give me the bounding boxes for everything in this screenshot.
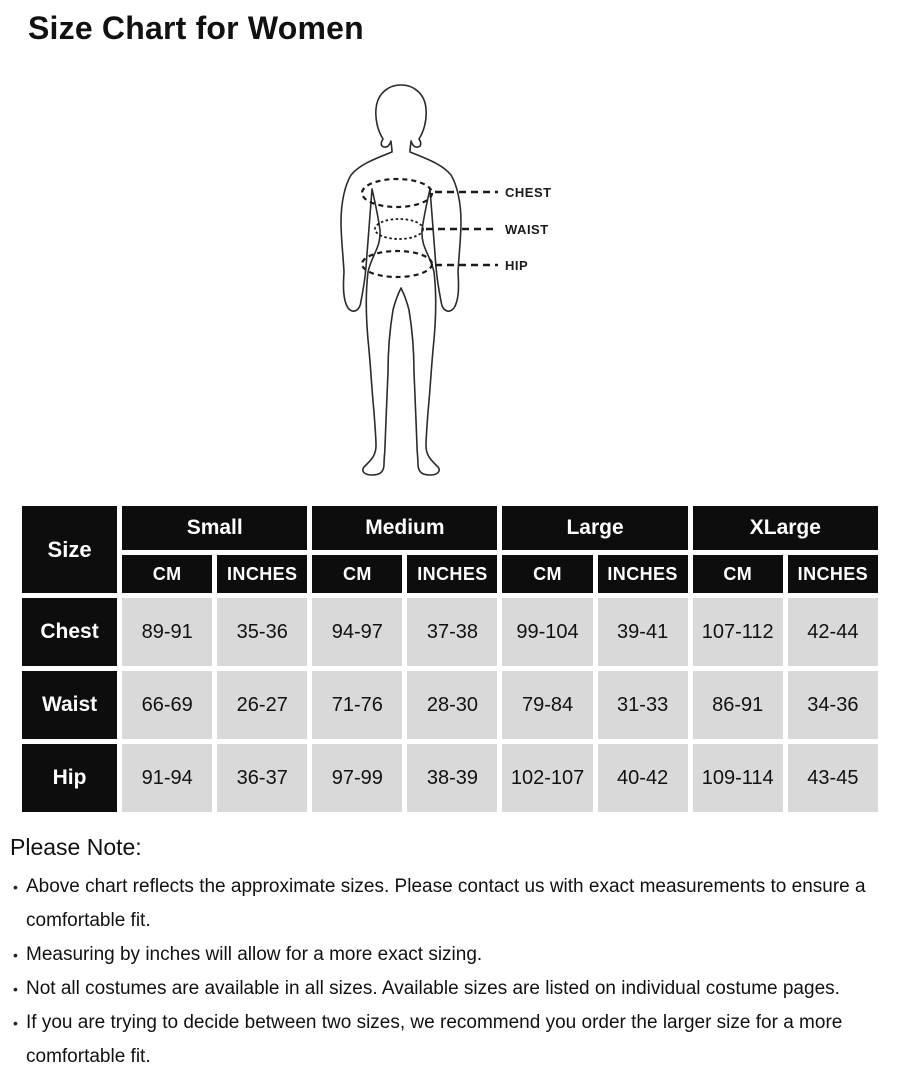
- hip-xlarge-cm: 109-114: [693, 744, 783, 812]
- table-row-chest: [22, 598, 878, 666]
- waist-xlarge-cm: 86-91: [693, 671, 783, 739]
- bullet-icon: •: [13, 981, 18, 997]
- chest-xlarge-cm: 107-112: [693, 598, 783, 666]
- hip-small-cm: 91-94: [122, 744, 212, 812]
- size-group-small: Small: [122, 506, 307, 550]
- row-label-chest: Chest: [22, 598, 117, 666]
- note-text: Measuring by inches will allow for a more exact sizing.: [26, 944, 483, 965]
- size-group-medium: Medium: [312, 506, 497, 550]
- bullet-icon: •: [13, 1015, 18, 1031]
- waist-medium-cm: 71-76: [312, 671, 402, 739]
- waist-large-inches: 31-33: [598, 671, 688, 739]
- chest-large-inches: 39-41: [598, 598, 688, 666]
- notes-list: [10, 870, 882, 1074]
- chest-small-inches: 35-36: [217, 598, 307, 666]
- unit-header: CM: [502, 555, 592, 593]
- note-item: [10, 1006, 882, 1074]
- note-item: [10, 870, 882, 938]
- chest-large-cm: 99-104: [502, 598, 592, 666]
- waist-small-cm: 66-69: [122, 671, 212, 739]
- body-measurement-diagram: [330, 82, 590, 482]
- table-row-waist: [22, 671, 878, 739]
- unit-header: CM: [693, 555, 783, 593]
- chest-xlarge-inches: 42-44: [788, 598, 878, 666]
- hip-medium-cm: 97-99: [312, 744, 402, 812]
- bullet-icon: •: [13, 947, 18, 963]
- unit-header: CM: [122, 555, 212, 593]
- hip-medium-inches: 38-39: [407, 744, 497, 812]
- row-label-waist: Waist: [22, 671, 117, 739]
- waist-xlarge-inches: 34-36: [788, 671, 878, 739]
- waist-large-cm: 79-84: [502, 671, 592, 739]
- hip-small-inches: 36-37: [217, 744, 307, 812]
- notes-section: [10, 834, 882, 1074]
- hip-large-cm: 102-107: [502, 744, 592, 812]
- unit-header: INCHES: [788, 555, 878, 593]
- size-group-large: Large: [502, 506, 687, 550]
- chest-label: CHEST: [505, 185, 552, 200]
- hip-xlarge-inches: 43-45: [788, 744, 878, 812]
- page-title: Size Chart for Women: [28, 10, 364, 46]
- waist-medium-inches: 28-30: [407, 671, 497, 739]
- unit-header: CM: [312, 555, 402, 593]
- hip-large-inches: 40-42: [598, 744, 688, 812]
- row-label-hip: Hip: [22, 744, 117, 812]
- unit-header: INCHES: [598, 555, 688, 593]
- chest-small-cm: 89-91: [122, 598, 212, 666]
- bullet-icon: •: [13, 879, 18, 895]
- note-text: Not all costumes are available in all sizes. Available sizes are listed on individual costume pages.: [26, 978, 840, 999]
- waist-label: WAIST: [505, 222, 549, 237]
- woman-body-outline: [341, 85, 461, 475]
- size-chart-table: [17, 501, 883, 817]
- note-item: [10, 938, 882, 972]
- note-text: If you are trying to decide between two sizes, we recommend you order the larger size for a more comfortable fit.: [26, 1012, 843, 1067]
- waist-small-inches: 26-27: [217, 671, 307, 739]
- notes-heading: Please Note:: [10, 834, 142, 860]
- table-row-hip: [22, 744, 878, 812]
- note-item: [10, 972, 882, 1006]
- size-group-xlarge: XLarge: [693, 506, 878, 550]
- unit-header: INCHES: [407, 555, 497, 593]
- note-text: Above chart reflects the approximate sizes. Please contact us with exact measurements to ensure a comfortable fit.: [26, 876, 866, 931]
- size-corner-header: Size: [22, 506, 117, 593]
- chest-medium-inches: 37-38: [407, 598, 497, 666]
- chest-medium-cm: 94-97: [312, 598, 402, 666]
- hip-label: HIP: [505, 258, 529, 273]
- unit-header: INCHES: [217, 555, 307, 593]
